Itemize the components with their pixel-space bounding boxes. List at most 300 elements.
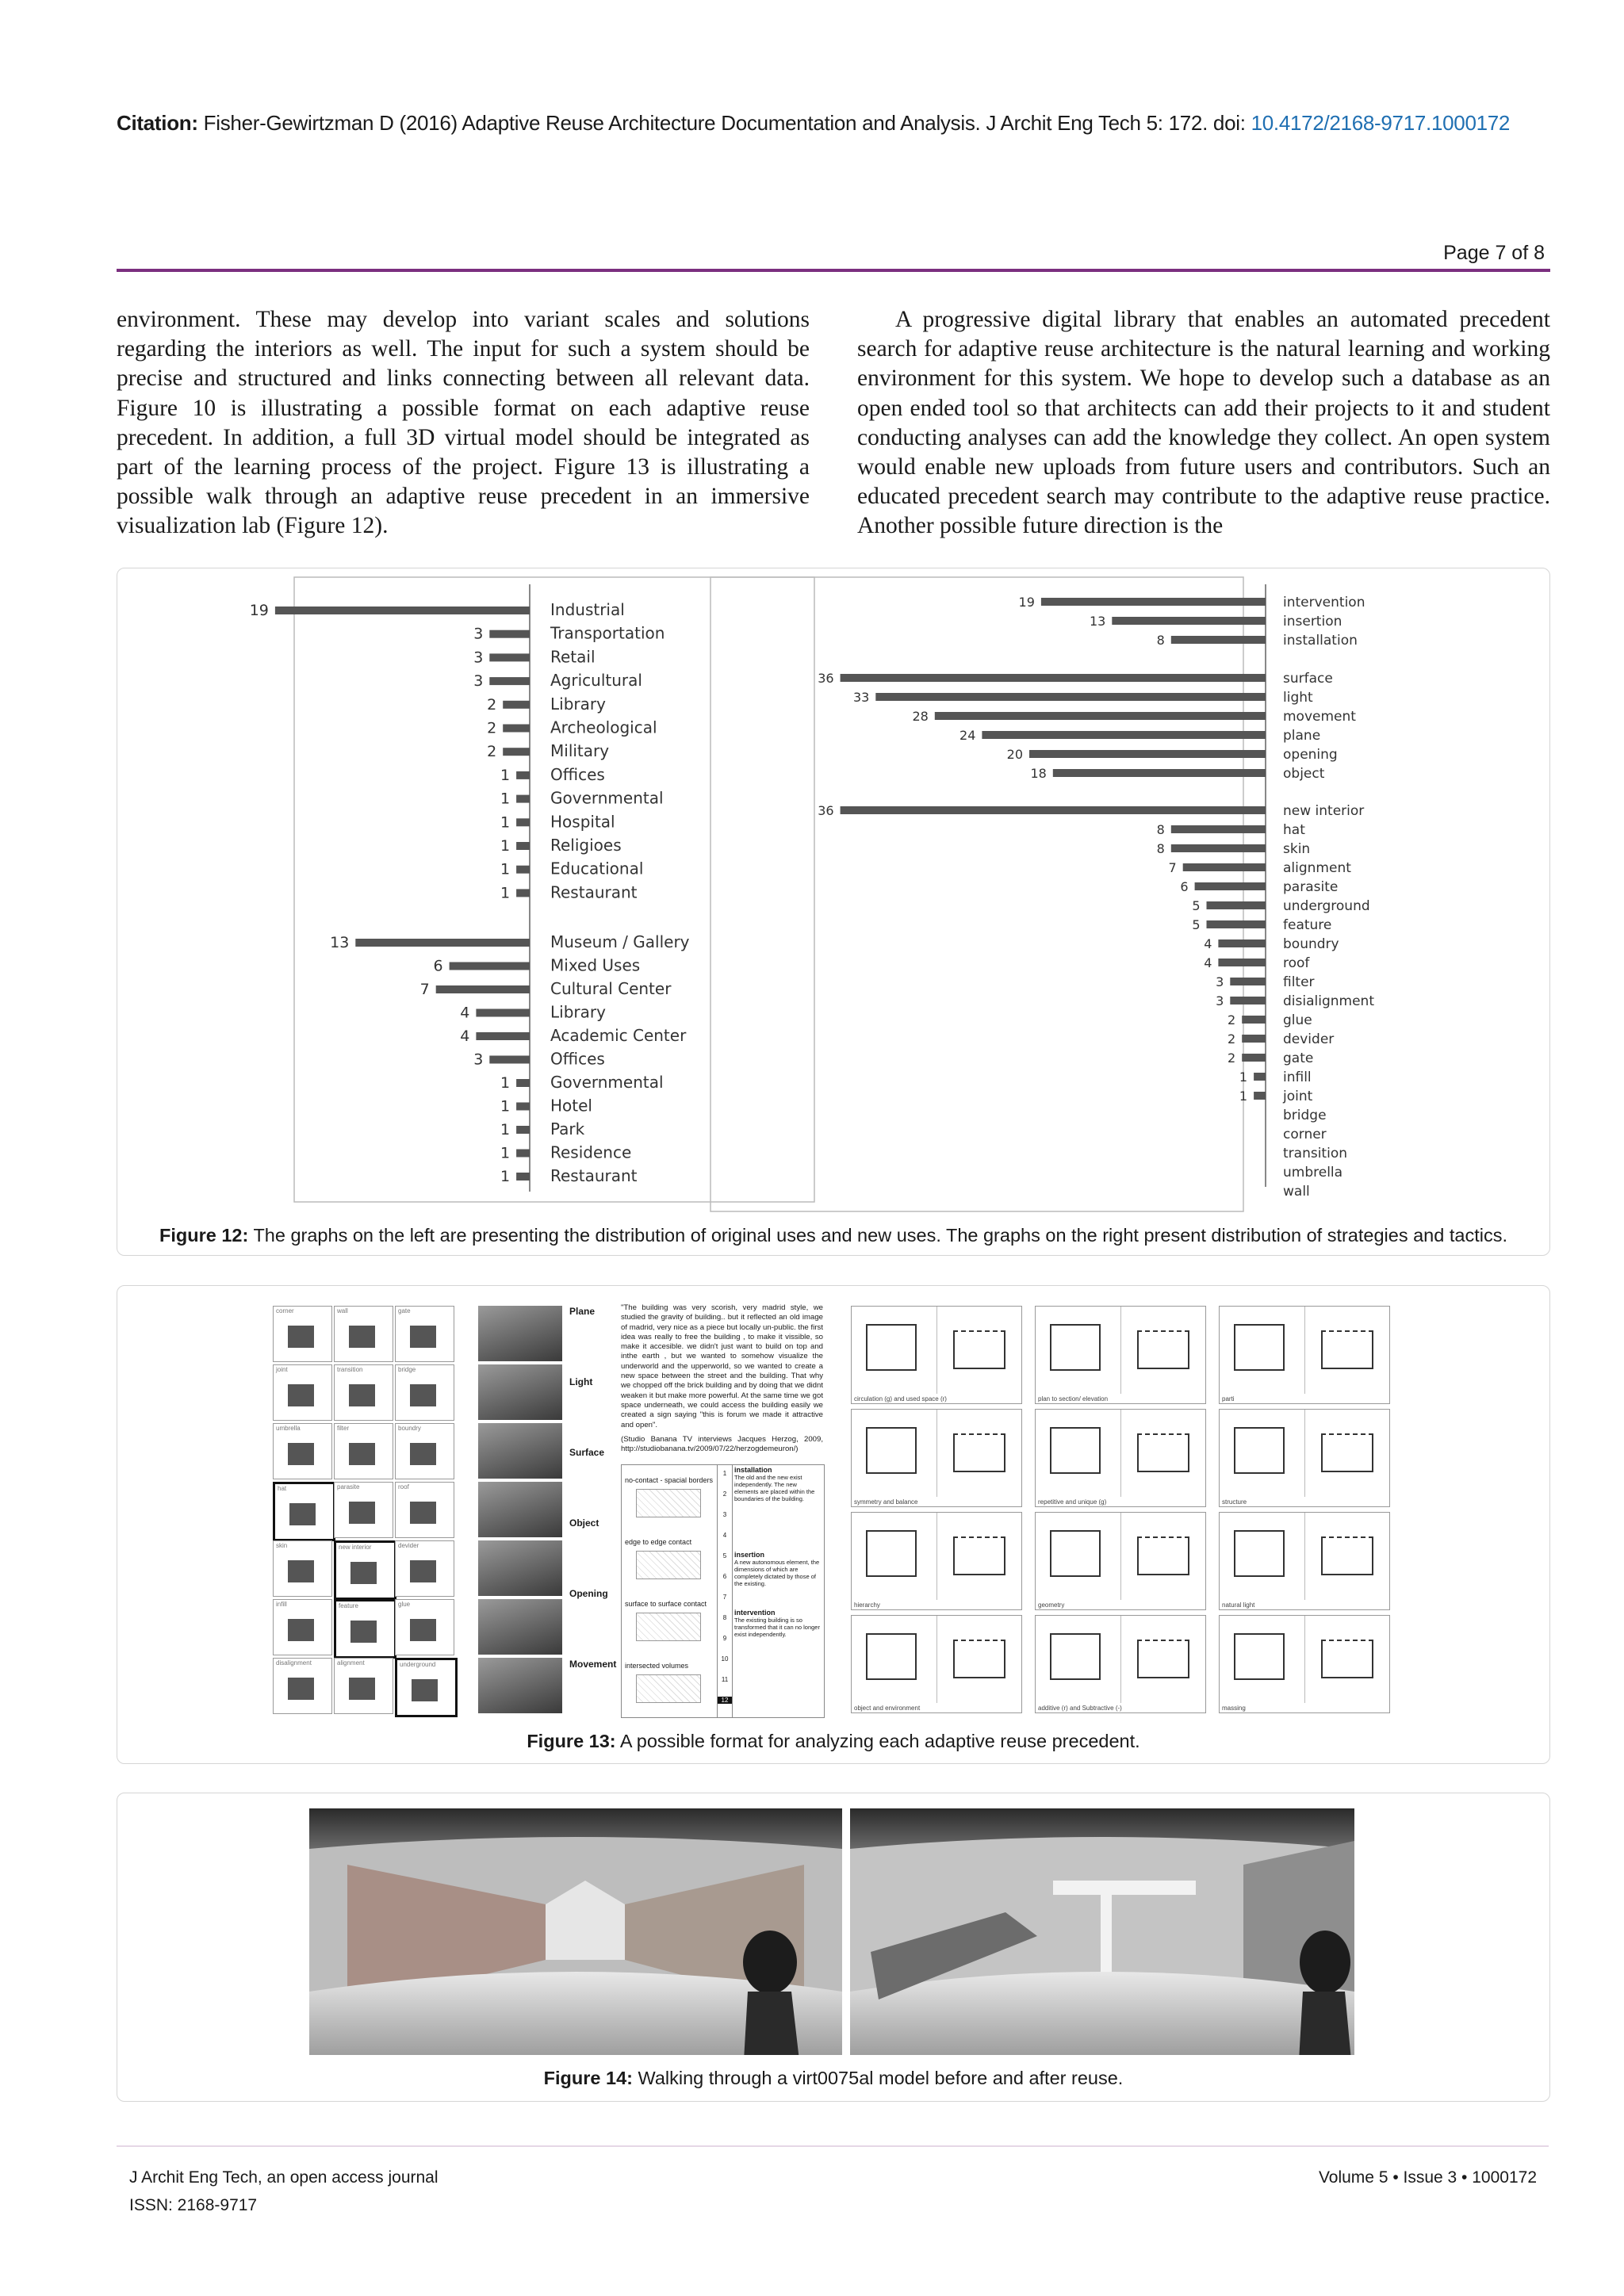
tactic-glyph (410, 1619, 436, 1641)
diagram-label: circulation (g) and used space (r) (854, 1395, 947, 1402)
tactic-tile (395, 1599, 454, 1655)
bar-label-0-12: Restaurant (550, 882, 638, 902)
diagram-shape (1321, 1433, 1373, 1472)
bar-label-1-8: Park (550, 1119, 585, 1138)
bar-0-6 (503, 748, 530, 756)
bar-2-2 (1171, 636, 1266, 644)
bar-value-0-8: 1 (500, 790, 511, 808)
tactic-tile (395, 1306, 454, 1362)
bar-label-4-14: infill (1283, 1070, 1312, 1085)
diagram-divider (936, 1307, 937, 1394)
strategy-definition (734, 1552, 822, 1587)
bar-label-1-10: Restaurant (550, 1166, 638, 1185)
strategy-index-number: 12 (718, 1697, 732, 1704)
bar-value-0-12: 1 (500, 884, 511, 902)
page-number: Page 7 of 8 (1443, 242, 1545, 264)
bar-label-1-5: Offices (550, 1049, 605, 1069)
tactic-glyph (410, 1326, 436, 1348)
strategy-definition (734, 1609, 822, 1638)
diagram-shape (866, 1324, 917, 1371)
strategy-diagram (636, 1613, 701, 1641)
analysis-diagram (851, 1409, 1022, 1507)
precedent-photo (478, 1482, 562, 1537)
bar-3-4 (1029, 750, 1266, 758)
bar-label-0-9: Hospital (550, 812, 615, 832)
tactic-glyph (288, 1326, 314, 1348)
bar-4-8 (1218, 959, 1266, 966)
diagram-shape (1321, 1536, 1373, 1575)
diagram-shape (1137, 1433, 1189, 1472)
diagram-shape (1137, 1640, 1189, 1678)
bar-1-4 (476, 1032, 530, 1040)
strategy-index-number: 3 (722, 1511, 727, 1518)
right-paragraph: A progressive digital library that enables an automated precedent search for adaptive reuse architecture is the natural learning and working environment for this system. We hope to develop such a database as an open ended tool so that architects can add their projects to it and student conducting analyses can add the knowledge they collect. An open system would enable new uploads from future users and contributors. Such an educated precedent search may contribute to the adaptive reuse practice. Another possible future direction is the (857, 307, 1550, 539)
bar-value-4-3: 7 (1168, 860, 1177, 875)
figure-12-caption (117, 1225, 1549, 1246)
diagram-grid (851, 1306, 1398, 1716)
tactic-tile-label: filter (337, 1425, 350, 1432)
figure-14-caption (117, 2068, 1549, 2089)
bar-label-4-1: hat (1283, 822, 1305, 838)
precedent-photo (478, 1423, 562, 1479)
tactic-glyph (288, 1384, 314, 1406)
bar-label-4-15: joint (1283, 1089, 1313, 1104)
bar-value-2-0: 19 (1018, 595, 1035, 610)
bar-value-0-2: 3 (473, 649, 484, 667)
bar-0-3 (489, 677, 530, 685)
tactic-glyph (288, 1619, 314, 1641)
analysis-diagram (1035, 1615, 1206, 1713)
vr-walkthrough-images (117, 1793, 1549, 2055)
strategy-index (717, 1465, 733, 1717)
strategy-row-label: surface to surface contact (625, 1600, 707, 1608)
diagram-shape (1137, 1536, 1189, 1575)
tactic-glyph (349, 1678, 375, 1700)
citation-label: Citation: (117, 111, 198, 135)
right-panel-frame (710, 577, 1243, 1211)
precedent-photo (478, 1658, 562, 1713)
bar-4-10 (1230, 997, 1266, 1004)
analysis-diagram (1219, 1306, 1390, 1404)
tactic-glyph (350, 1621, 377, 1643)
precedent-photo (478, 1306, 562, 1361)
bar-value-4-15: 1 (1239, 1089, 1248, 1104)
bar-label-0-8: Governmental (550, 788, 664, 808)
bar-4-7 (1218, 939, 1266, 947)
footer-divider (117, 2145, 1549, 2147)
diagram-label: geometry (1038, 1601, 1065, 1609)
diagram-shape (866, 1530, 917, 1577)
bar-label-4-16: bridge (1283, 1108, 1327, 1123)
bar-label-0-10: Religioes (550, 836, 622, 855)
tactic-glyph (410, 1384, 436, 1406)
tactic-tile (273, 1364, 332, 1421)
bar-value-0-4: 2 (487, 695, 497, 714)
tactic-glyph (288, 1443, 314, 1465)
footer-journal: J Archit Eng Tech, an open access journal (129, 2168, 439, 2187)
diagram-shape (953, 1640, 1005, 1678)
tactic-tile-label: umbrella (276, 1425, 301, 1432)
precedent-photo (478, 1540, 562, 1596)
bar-label-4-12: devider (1283, 1031, 1335, 1047)
analysis-diagram (1219, 1615, 1390, 1713)
tactic-tile-label: corner (276, 1307, 294, 1314)
diagram-divider (936, 1513, 937, 1600)
tactic-tile (395, 1482, 454, 1538)
bar-4-15 (1254, 1092, 1266, 1100)
bar-value-3-4: 20 (1006, 747, 1023, 762)
bar-3-3 (982, 731, 1266, 739)
tactic-glyph (410, 1560, 436, 1582)
tactic-glyph (288, 1678, 314, 1700)
citation (117, 111, 1552, 136)
analysis-diagram (1219, 1512, 1390, 1610)
bar-label-4-5: underground (1283, 898, 1370, 914)
bar-label-1-7: Hotel (550, 1096, 592, 1115)
bar-0-4 (503, 701, 530, 709)
analysis-diagram (1219, 1409, 1390, 1507)
tactic-tile-label: devider (398, 1542, 419, 1549)
bar-0-12 (516, 889, 530, 897)
tactic-tile-label: new interior (339, 1544, 372, 1551)
bar-value-0-0: 19 (249, 602, 269, 619)
bar-value-4-9: 3 (1216, 974, 1224, 989)
bar-value-0-3: 3 (473, 672, 484, 691)
tactic-tile (395, 1540, 454, 1597)
tactic-tile (395, 1364, 454, 1421)
tactic-tile-label: joint (276, 1366, 288, 1373)
bar-label-3-0: surface (1283, 671, 1333, 687)
bar-value-3-1: 33 (852, 690, 870, 705)
tactic-tile (273, 1658, 332, 1714)
bar-value-1-2: 7 (419, 981, 430, 998)
bar-label-4-2: skin (1283, 841, 1311, 857)
tactic-tile (273, 1306, 332, 1362)
analysis-diagram (1035, 1306, 1206, 1404)
bar-label-4-19: umbrella (1283, 1165, 1343, 1181)
strategy-index-number: 1 (722, 1470, 727, 1477)
bar-label-0-0: Industrial (550, 600, 625, 619)
strategy-rows (622, 1465, 715, 1717)
bar-label-4-10: disialignment (1283, 993, 1374, 1009)
bar-1-5 (489, 1056, 530, 1064)
tactic-tile (273, 1599, 332, 1655)
tactic-tile-label: parasite (337, 1483, 360, 1490)
bar-label-0-5: Archeological (550, 718, 657, 737)
bar-value-4-5: 5 (1192, 898, 1201, 913)
tactic-tile-label: feature (339, 1602, 358, 1609)
figure-13 (117, 1285, 1550, 1764)
strategy-title: intervention (734, 1609, 776, 1617)
bar-value-4-12: 2 (1228, 1031, 1236, 1047)
strategy-row-label: no-contact - spacial borders (625, 1476, 714, 1484)
bar-3-1 (875, 693, 1266, 701)
bar-1-7 (516, 1103, 530, 1111)
bar-label-1-3: Library (550, 1002, 606, 1022)
tactic-glyph (349, 1384, 375, 1406)
bar-4-13 (1242, 1054, 1266, 1062)
bar-value-4-10: 3 (1216, 993, 1224, 1008)
diagram-label: plan to section/ elevation (1038, 1395, 1109, 1402)
bar-label-0-6: Military (550, 741, 610, 761)
tactic-tile-label: infill (276, 1601, 287, 1608)
bar-label-2-2: installation (1283, 633, 1358, 649)
diagram-shape (1234, 1530, 1285, 1577)
bar-label-4-9: filter (1283, 974, 1315, 990)
bar-label-4-8: roof (1283, 955, 1310, 971)
figure-12-caption-label: Figure 12: (159, 1225, 249, 1246)
bar-label-0-2: Retail (550, 647, 596, 667)
strategy-index-number: 11 (721, 1676, 729, 1683)
tactic-tile (334, 1599, 396, 1659)
diagram-shape (953, 1433, 1005, 1472)
bar-value-0-9: 1 (500, 813, 511, 832)
bar-value-4-7: 4 (1204, 936, 1212, 951)
tactic-tile (334, 1306, 393, 1362)
bar-value-2-2: 8 (1156, 633, 1165, 648)
tactic-tile-label: alignment (337, 1659, 365, 1667)
figure-14-caption-text: Walking through a virt0075al model before and after reuse. (638, 2068, 1124, 2088)
bar-value-3-5: 18 (1030, 766, 1047, 781)
bar-4-3 (1183, 863, 1266, 871)
bar-value-2-1: 13 (1089, 614, 1106, 629)
tactic-glyph (350, 1562, 377, 1584)
category-label: Movement (569, 1659, 617, 1670)
figure-12-caption-text: The graphs on the left are presenting the distribution of original uses and new uses. The graphs on the right present distribution of strategies and tactics. (253, 1225, 1507, 1246)
tactic-glyph (349, 1443, 375, 1465)
category-label: Light (569, 1376, 593, 1387)
figure-13-caption (117, 1731, 1549, 1752)
bar-4-11 (1242, 1016, 1266, 1024)
tactic-tile (273, 1423, 332, 1479)
bar-label-4-7: boundry (1283, 936, 1339, 952)
diagram-shape (866, 1427, 917, 1474)
bar-value-1-3: 4 (460, 1004, 470, 1022)
tactic-glyph (410, 1502, 436, 1524)
category-label: Object (569, 1517, 599, 1529)
bar-label-4-18: transition (1283, 1146, 1347, 1161)
diagram-divider (1304, 1307, 1305, 1394)
bar-value-1-5: 3 (473, 1050, 484, 1069)
tactic-tile (334, 1540, 396, 1600)
bar-label-3-3: plane (1283, 728, 1321, 744)
bar-value-0-5: 2 (487, 719, 497, 737)
bar-value-0-6: 2 (487, 743, 497, 761)
diagram-shape (1050, 1530, 1101, 1577)
tactic-tile (273, 1482, 335, 1541)
bar-0-9 (516, 818, 530, 826)
diagram-label: natural light (1222, 1601, 1255, 1609)
bar-label-3-5: object (1283, 766, 1325, 782)
bar-label-4-4: parasite (1283, 879, 1339, 895)
bar-value-4-1: 8 (1156, 822, 1165, 837)
bar-2-1 (1112, 617, 1266, 625)
left-paragraph: environment. These may develop into variant scales and solutions regarding the interiors as well. The input for such a system should be precise and structured and links connecting between all relevant data. Figure 10 is illustrating a possible format on each adaptive reuse precedent. In addition, a full 3D virtual model should be integrated as part of the learning process of the project. Figure 13 is illustrating a possible walk through an adaptive reuse precedent in an immersive visualization lab (Figure 12). (117, 307, 810, 539)
bar-0-2 (489, 653, 530, 661)
bar-label-0-1: Transportation (550, 623, 665, 643)
figure-14 (117, 1793, 1550, 2102)
diagram-label: additive (r) and Subtractive (-) (1038, 1705, 1122, 1712)
tactic-glyph (349, 1326, 375, 1348)
bar-0-1 (489, 630, 530, 638)
diagram-shape (1050, 1427, 1101, 1474)
bar-label-4-11: glue (1283, 1012, 1312, 1028)
analysis-diagram (1035, 1409, 1206, 1507)
citation-text: Fisher-Gewirtzman D (2016) Adaptive Reuse Architecture Documentation and Analysis. J Archit Eng Tech 5: 172. doi: (203, 111, 1246, 135)
tactic-glyph (288, 1560, 314, 1582)
strategy-definitions (734, 1467, 822, 1660)
quote-text: "The building was very scorish, very madrid style, we studied the gravity of building.. but it reflected an old image of madrid, very nice as a piece but locally un-public. the first idea was really to free the building , to make it vissible, so make it accesible. we didn't just want to build on top and inthe earth , but we wanted to somehow visualize the underworld and the upperworld, so we wanted to create a new space between the street and the building. That why we chopped off the brick building and by doing that we didnt weaken it but make more powerful. At the same time we got space underneath, we could access the building easily we created a sign saying "this is forum we made it attractive and open". (621, 1303, 823, 1429)
strategy-index-number: 6 (722, 1573, 727, 1580)
bar-value-4-2: 8 (1156, 841, 1165, 856)
bar-label-4-0: new interior (1283, 803, 1365, 819)
strategy-text: The old and the new exist independently. The new elements are placed within the boundaries of the building. (734, 1474, 815, 1502)
bar-value-0-11: 1 (500, 860, 511, 878)
diagram-divider (936, 1410, 937, 1497)
category-label: Opening (569, 1588, 608, 1599)
tactic-glyph (289, 1503, 316, 1525)
tactic-tile-label: roof (398, 1483, 409, 1490)
bar-value-4-8: 4 (1204, 955, 1212, 970)
tactic-tile-label: wall (337, 1307, 348, 1314)
figure-12-charts (117, 568, 1549, 1255)
diagram-shape (953, 1536, 1005, 1575)
tactic-tile-label: transition (337, 1366, 363, 1373)
strategy-diagram (636, 1489, 701, 1517)
bar-value-1-0: 13 (330, 934, 350, 951)
bar-label-4-13: gate (1283, 1050, 1314, 1066)
bar-0-5 (503, 725, 530, 733)
strategy-index-number: 9 (722, 1635, 727, 1642)
bar-2-0 (1041, 598, 1266, 606)
bar-4-5 (1207, 901, 1266, 909)
figure-14-caption-label: Figure 14: (543, 2068, 633, 2088)
category-label: Plane (569, 1306, 596, 1317)
bar-value-3-0: 36 (818, 671, 834, 686)
bar-1-1 (450, 962, 530, 970)
diagram-divider (936, 1616, 937, 1703)
strategy-title: insertion (734, 1551, 765, 1559)
analysis-diagram (851, 1306, 1022, 1404)
bar-1-0 (355, 939, 530, 947)
bar-label-1-0: Museum / Gallery (550, 932, 690, 951)
footer-issn: ISSN: 2168-9717 (129, 2196, 258, 2214)
diagram-divider (1120, 1307, 1121, 1394)
bar-value-4-14: 1 (1239, 1070, 1248, 1085)
bar-label-4-20: wall (1283, 1184, 1310, 1200)
figure-13-caption-text: A possible format for analyzing each adaptive reuse precedent. (619, 1731, 1140, 1751)
bar-3-2 (935, 712, 1266, 720)
diagram-shape (1321, 1640, 1373, 1678)
bar-value-1-6: 1 (500, 1074, 511, 1092)
right-column (857, 305, 1550, 541)
diagram-shape (1234, 1633, 1285, 1680)
strategy-row-label: edge to edge contact (625, 1538, 692, 1546)
strategy-index-number: 2 (722, 1490, 727, 1498)
diagram-label: parti (1222, 1395, 1235, 1402)
bar-label-4-3: alignment (1283, 860, 1351, 876)
bar-4-1 (1171, 825, 1266, 833)
doi-link[interactable]: 10.4172/2168-9717.1000172 (1251, 111, 1511, 135)
category-label: Surface (569, 1447, 605, 1458)
bar-label-3-1: light (1283, 690, 1313, 706)
tactic-tile (334, 1364, 393, 1421)
diagram-shape (1050, 1324, 1101, 1371)
diagram-divider (1120, 1410, 1121, 1497)
diagram-label: hierarchy (854, 1601, 880, 1609)
bar-4-12 (1242, 1035, 1266, 1043)
diagram-label: structure (1222, 1498, 1247, 1506)
analysis-diagram (851, 1512, 1022, 1610)
diagram-shape (1234, 1324, 1285, 1371)
diagram-shape (953, 1330, 1005, 1369)
strategy-row-label: intersected volumes (625, 1662, 689, 1670)
figure-13-caption-label: Figure 13: (527, 1731, 616, 1751)
precedent-photo (478, 1364, 562, 1420)
bar-label-0-3: Agricultural (550, 671, 642, 691)
precedent-photo (478, 1599, 562, 1655)
bar-1-2 (436, 985, 530, 993)
bar-1-3 (476, 1009, 530, 1017)
strategy-definition (734, 1467, 822, 1502)
bar-value-1-4: 4 (460, 1027, 470, 1045)
diagram-shape (1321, 1330, 1373, 1369)
bar-value-4-4: 6 (1180, 879, 1189, 894)
bar-label-0-11: Educational (550, 859, 644, 878)
bar-4-0 (841, 806, 1266, 814)
bar-1-6 (516, 1079, 530, 1087)
analysis-diagram (851, 1615, 1022, 1713)
bar-value-1-7: 1 (500, 1097, 511, 1115)
bar-value-3-3: 24 (959, 728, 976, 743)
tactic-tile-label: skin (276, 1542, 288, 1549)
bar-label-1-1: Mixed Uses (550, 955, 641, 975)
tactic-tile (273, 1540, 332, 1597)
strategy-index-number: 7 (722, 1594, 727, 1601)
quote-source: (Studio Banana TV interviews Jacques Herzog, 2009, http://studiobanana.tv/2009/07/22/herzogdemeuron/) (621, 1434, 823, 1454)
tactic-tile (334, 1423, 393, 1479)
tactic-tile-label: gate (398, 1307, 411, 1314)
diagram-shape (1050, 1633, 1101, 1680)
bar-1-10 (516, 1173, 530, 1181)
tactic-tile (395, 1658, 458, 1717)
bar-1-9 (516, 1150, 530, 1158)
diagram-divider (1120, 1513, 1121, 1600)
tactic-glyph (349, 1502, 375, 1524)
bar-label-0-4: Library (550, 694, 606, 714)
bar-0-11 (516, 866, 530, 874)
strategy-diagram (636, 1674, 701, 1703)
vr-image-before (309, 1808, 842, 2055)
interview-quote (621, 1303, 823, 1454)
bar-3-0 (841, 674, 1266, 682)
bar-4-2 (1171, 844, 1266, 852)
bar-value-1-9: 1 (500, 1144, 511, 1162)
bar-4-6 (1207, 920, 1266, 928)
bar-value-4-11: 2 (1228, 1012, 1236, 1027)
bar-value-4-13: 2 (1228, 1050, 1236, 1066)
bar-value-0-1: 3 (473, 625, 484, 643)
bar-3-5 (1053, 769, 1266, 777)
bar-label-3-2: movement (1283, 709, 1356, 725)
left-column (117, 305, 810, 541)
tactic-tile-label: disalignment (276, 1659, 312, 1667)
bar-0-0 (275, 607, 530, 614)
bar-label-1-6: Governmental (550, 1073, 664, 1092)
bar-label-1-4: Academic Center (550, 1026, 687, 1045)
strategy-table (621, 1464, 825, 1718)
diagram-divider (1120, 1616, 1121, 1703)
